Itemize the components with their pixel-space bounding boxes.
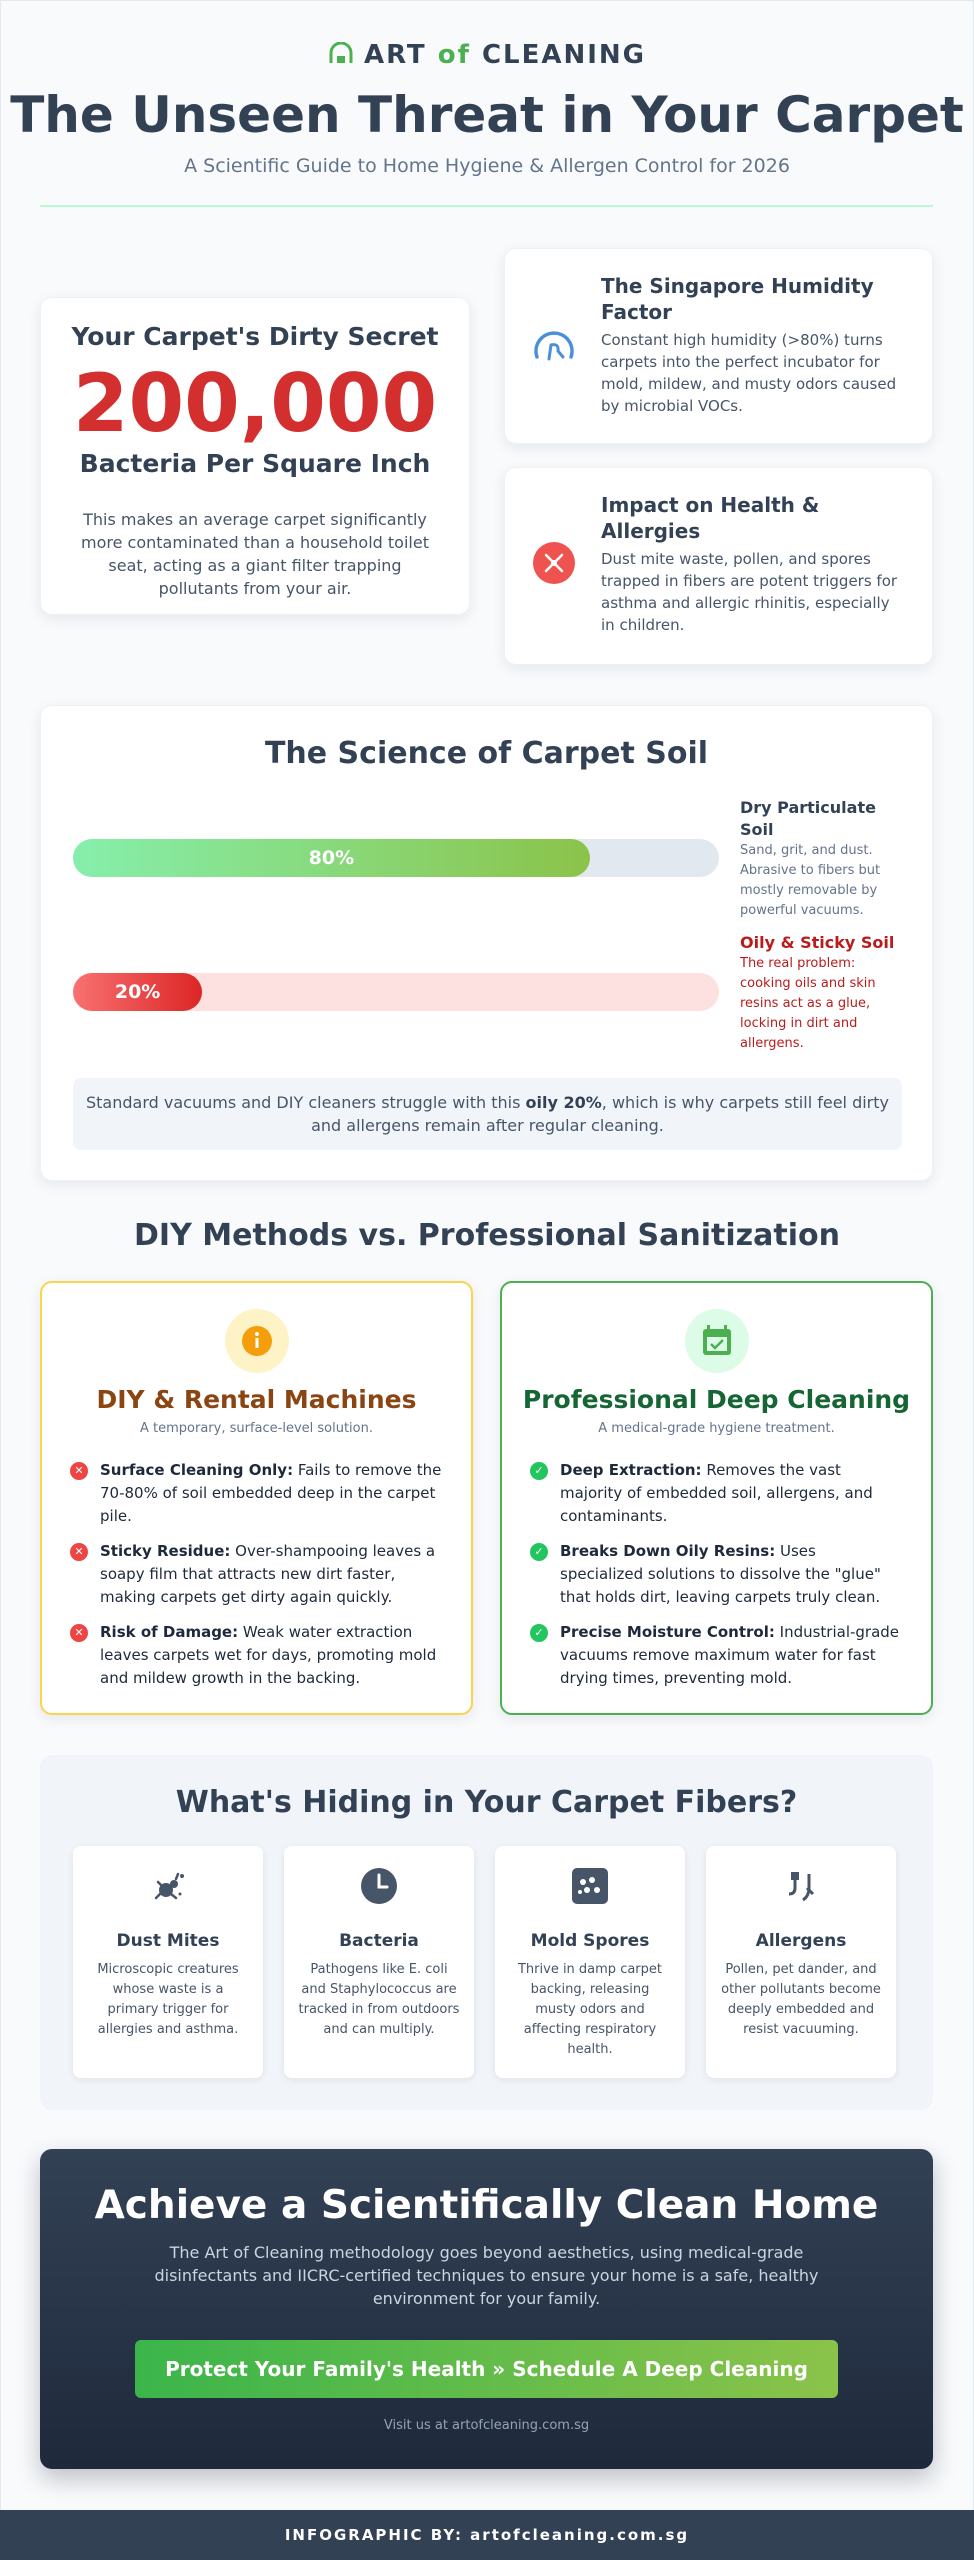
comparison-title: DIY Methods vs. Professional Sanitization: [134, 1218, 840, 1253]
germ-name: Dust Mites: [116, 1931, 220, 1951]
clock-icon: [359, 1866, 399, 1906]
check-icon: ✓: [530, 1462, 548, 1480]
pro-title: Professional Deep Cleaning: [522, 1385, 911, 1414]
allergen-icon: [781, 1866, 821, 1906]
cta-title: Achieve a Scientifically Clean Home: [94, 2183, 879, 2228]
oily-soil-title: Oily & Sticky Soil: [740, 933, 895, 952]
dry-soil-fill: 80%: [73, 839, 590, 877]
list-item: [530, 1459, 903, 1528]
dirty-secret-desc: This makes an average carpet significantly more contaminated than a household toilet seat, acting as a giant filter trapping pollutants from your air.: [81, 510, 429, 598]
health-card: [504, 467, 933, 665]
dry-soil-title: Dry Particulate Soil: [740, 798, 876, 839]
calendar-check-icon: [685, 1309, 749, 1373]
dry-soil-desc: Sand, grit, and dust. Abrasive to fibers but mostly removable by powerful vacuums.: [740, 843, 881, 918]
item-bold: Precise Moisture Control:: [560, 1623, 775, 1641]
germ-desc: Thrive in damp carpet backing, releasing musty odors and affecting respiratory health.: [517, 1962, 662, 2057]
oily-soil-fill: 20%: [73, 973, 202, 1011]
health-desc: Dust mite waste, pollen, and spores trapped in fibers are potent triggers for asthma and allergic rhinitis, especially in children.: [601, 550, 898, 634]
germ-card-mold-spores: [495, 1846, 685, 2078]
item-text: Removes the vast majority of embedded soil, allergens, and contaminants.: [560, 1461, 873, 1525]
item-text: Industrial-grade vacuums remove maximum water for fast drying times, preventing mold.: [560, 1623, 900, 1687]
germ-desc: Pathogens like E. coli and Staphylococcus are tracked in from outdoors and can multiply.: [298, 1962, 460, 2037]
item-bold: Surface Cleaning Only:: [100, 1461, 294, 1479]
carpet-soil-card: [40, 705, 933, 1181]
check-icon: ✓: [530, 1543, 548, 1561]
list-item: [70, 1459, 443, 1528]
item-bold: Deep Extraction:: [560, 1461, 702, 1479]
humidity-card: [504, 248, 933, 444]
humidity-gauge-icon: [531, 323, 577, 369]
humidity-desc: Constant high humidity (>80%) turns carpets into the perfect incubator for mold, mildew, and musty odors caused by microbial VOCs.: [601, 331, 897, 415]
germ-name: Bacteria: [339, 1931, 419, 1951]
diy-list: [70, 1459, 443, 1702]
cross-icon: ✕: [70, 1624, 88, 1642]
brand-logo[interactable]: [0, 40, 974, 70]
soil-title: The Science of Carpet Soil: [264, 736, 709, 771]
carpet-fibers-section: [40, 1755, 933, 2110]
footer-credit: INFOGRAPHIC BY: artofcleaning.com.sg: [0, 2510, 974, 2560]
pro-column: [500, 1281, 933, 1715]
germ-card-dust-mites: [73, 1846, 263, 2078]
item-text: Weak water extraction leaves carpets wet for days, promoting mold and mildew growth in the backing.: [100, 1623, 437, 1687]
dry-soil-bar: [73, 839, 719, 877]
item-bold: Sticky Residue:: [100, 1542, 231, 1560]
dirty-secret-card: [40, 297, 470, 615]
schedule-cleaning-button[interactable]: Protect Your Family's Health » Schedule A Deep Cleaning: [135, 2340, 838, 2398]
brand-of: of: [437, 40, 471, 70]
info-icon: [225, 1309, 289, 1373]
health-virus-icon: [531, 540, 577, 586]
brand-post: CLEANING: [470, 40, 647, 70]
soil-note-pre: Standard vacuums and DIY cleaners struggle with this: [86, 1093, 526, 1112]
germ-desc: Pollen, pet dander, and other pollutants become deeply embedded and resist vacuuming.: [721, 1962, 881, 2037]
visit-link[interactable]: Visit us at artofcleaning.com.sg: [383, 2418, 590, 2433]
page-subtitle: A Scientific Guide to Home Hygiene & Allergen Control for 2026: [184, 155, 790, 177]
cross-icon: ✕: [70, 1543, 88, 1561]
diy-column: [40, 1281, 473, 1715]
humidity-title: The Singapore Humidity Factor: [601, 274, 874, 324]
bacteria-unit: Bacteria Per Square Inch: [79, 449, 431, 478]
cross-icon: ✕: [70, 1462, 88, 1480]
diy-badge: [225, 1309, 289, 1373]
oily-soil-label: [740, 932, 900, 1054]
cta-section: [40, 2149, 933, 2469]
dry-soil-label: [740, 797, 900, 921]
germ-name: Allergens: [755, 1931, 847, 1951]
fibers-title: What's Hiding in Your Carpet Fibers?: [175, 1785, 798, 1820]
list-item: [70, 1540, 443, 1609]
list-item: [70, 1621, 443, 1690]
dust-mite-icon: [148, 1866, 188, 1906]
house-icon: [328, 42, 354, 66]
page-title: The Unseen Threat in Your Carpet: [10, 86, 964, 144]
oily-soil-bar: [73, 973, 719, 1011]
germ-card-bacteria: [284, 1846, 474, 2078]
pro-subtitle: A medical-grade hygiene treatment.: [598, 1421, 835, 1436]
list-item: [530, 1540, 903, 1609]
diy-title: DIY & Rental Machines: [96, 1385, 417, 1414]
germ-desc: Microscopic creatures whose waste is a primary trigger for allergies and asthma.: [97, 1962, 239, 2037]
soil-note-post: , which is why carpets still feel dirty and allergens remain after regular cleaning.: [311, 1093, 889, 1135]
germ-name: Mold Spores: [530, 1931, 650, 1951]
item-bold: Risk of Damage:: [100, 1623, 239, 1641]
header-divider: [40, 205, 933, 207]
item-text: Over-shampooing leaves a soapy film that attracts new dirt faster, making carpets get dirty again quickly.: [100, 1542, 436, 1606]
item-text: Fails to remove the 70-80% of soil embedded deep in the carpet pile.: [100, 1461, 442, 1525]
germ-card-allergens: [706, 1846, 896, 2078]
cta-desc: The Art of Cleaning methodology goes beyond aesthetics, using medical-grade disinfectants and IICRC-certified techniques to ensure your home is a safe, healthy environment for your family.: [154, 2243, 819, 2308]
dirty-secret-heading: Your Carpet's Dirty Secret: [71, 322, 439, 351]
pro-badge: [685, 1309, 749, 1373]
item-text: Uses specialized solutions to dissolve the "glue" that holds dirt, leaving carpets truly clean.: [560, 1542, 881, 1606]
item-bold: Breaks Down Oily Resins:: [560, 1542, 776, 1560]
soil-note-bold: oily 20%: [525, 1093, 602, 1112]
health-title: Impact on Health & Allergies: [601, 493, 820, 543]
bacteria-count: 200,000: [72, 357, 438, 450]
list-item: [530, 1621, 903, 1690]
diy-subtitle: A temporary, surface-level solution.: [140, 1421, 373, 1436]
oily-soil-desc: The real problem: cooking oils and skin resins act as a glue, locking in dirt and allergens.: [740, 956, 876, 1051]
brand-pre: ART: [363, 40, 438, 70]
pro-list: [530, 1459, 903, 1702]
soil-note: [73, 1078, 902, 1150]
check-icon: ✓: [530, 1624, 548, 1642]
spores-icon: [570, 1866, 610, 1906]
